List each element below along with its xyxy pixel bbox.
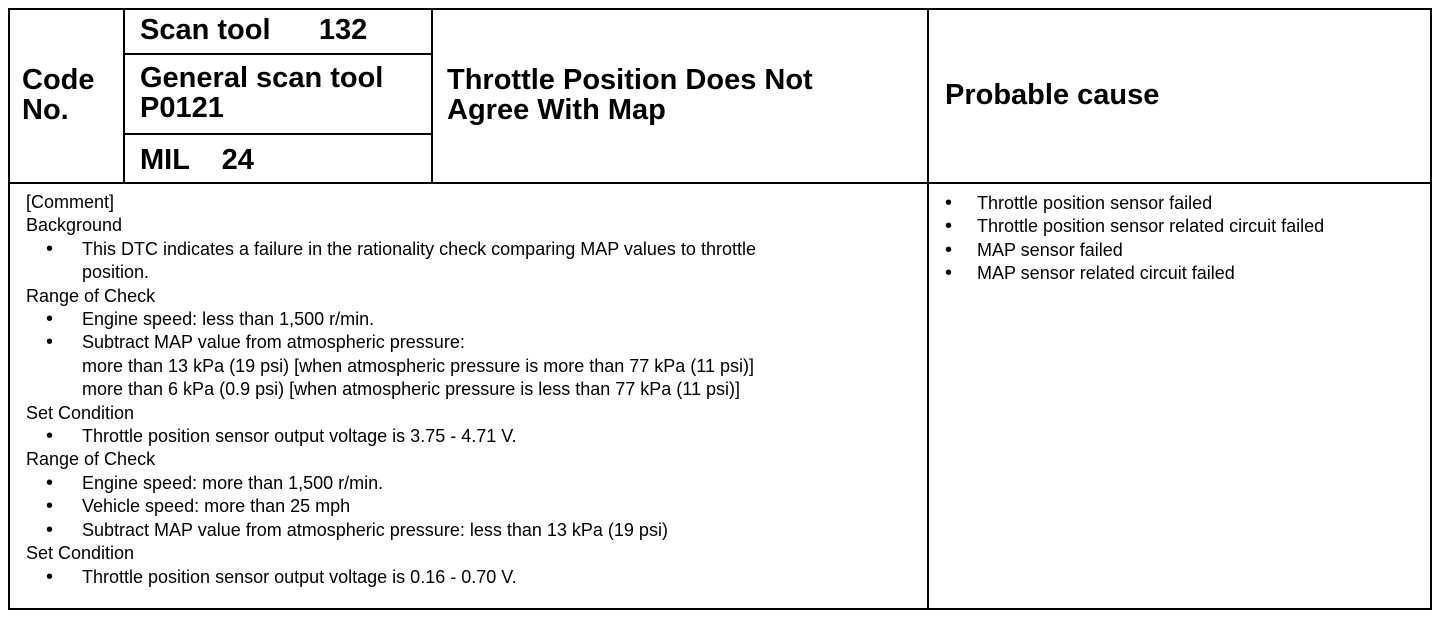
range-item: • Engine speed: more than 1,500 r/min.	[26, 472, 921, 495]
dtc-description	[26, 191, 921, 589]
range-item-cont: more than 6 kPa (0.9 psi) [when atmospheric pressure is less than 77 kPa (11 psi)]	[82, 379, 740, 400]
dtc-title: Throttle Position Does Not Agree With Map	[447, 64, 813, 126]
probable-cause-header: Probable cause	[945, 79, 1160, 111]
divider-header-body	[8, 182, 1432, 184]
cause-item: • MAP sensor failed	[935, 239, 1430, 262]
background-line-cont: position.	[82, 262, 150, 283]
probable-cause-list	[935, 192, 1430, 286]
range-item-cont: more than 13 kPa (19 psi) [when atmospheric pressure is more than 77 kPa (11 psi)]	[82, 355, 754, 376]
divider-scan-general	[123, 53, 433, 55]
range-of-check-heading: Range of Check	[26, 449, 156, 470]
cause-item: • Throttle position sensor failed	[935, 192, 1430, 215]
range-item: • Subtract MAP value from atmospheric pressure: less than 13 kPa (19 psi)	[26, 519, 921, 542]
code-no-header: Code No.	[22, 64, 95, 126]
background-item	[26, 238, 921, 261]
range-of-check-heading: Range of Check	[26, 285, 156, 306]
set-condition-item: • Throttle position sensor output voltage is 3.75 - 4.71 V.	[26, 425, 921, 448]
cause-item: • Throttle position sensor related circuit failed	[935, 215, 1430, 238]
background-heading: Background	[26, 215, 123, 236]
set-condition-heading: Set Condition	[26, 402, 135, 423]
divider-cause-col	[927, 8, 929, 610]
range-item: • Subtract MAP value from atmospheric pressure:	[26, 331, 921, 354]
divider-general-mil	[123, 133, 433, 135]
mil-code: MIL 24	[140, 144, 254, 176]
scan-tool-code: Scan tool 132	[140, 14, 368, 46]
divider-code-col	[123, 8, 125, 184]
general-scan-tool-code: General scan tool P0121	[140, 62, 384, 124]
divider-scan-col	[431, 8, 433, 184]
cause-item: • MAP sensor related circuit failed	[935, 262, 1430, 285]
set-condition-item: • Throttle position sensor output voltage is 0.16 - 0.70 V.	[26, 566, 921, 589]
range-item: • Engine speed: less than 1,500 r/min.	[26, 308, 921, 331]
set-condition-heading: Set Condition	[26, 543, 135, 564]
range-item: • Vehicle speed: more than 25 mph	[26, 495, 921, 518]
comment-label: [Comment]	[26, 192, 115, 212]
background-line: This DTC indicates a failure in the rationality check comparing MAP values to throttle	[82, 238, 756, 259]
